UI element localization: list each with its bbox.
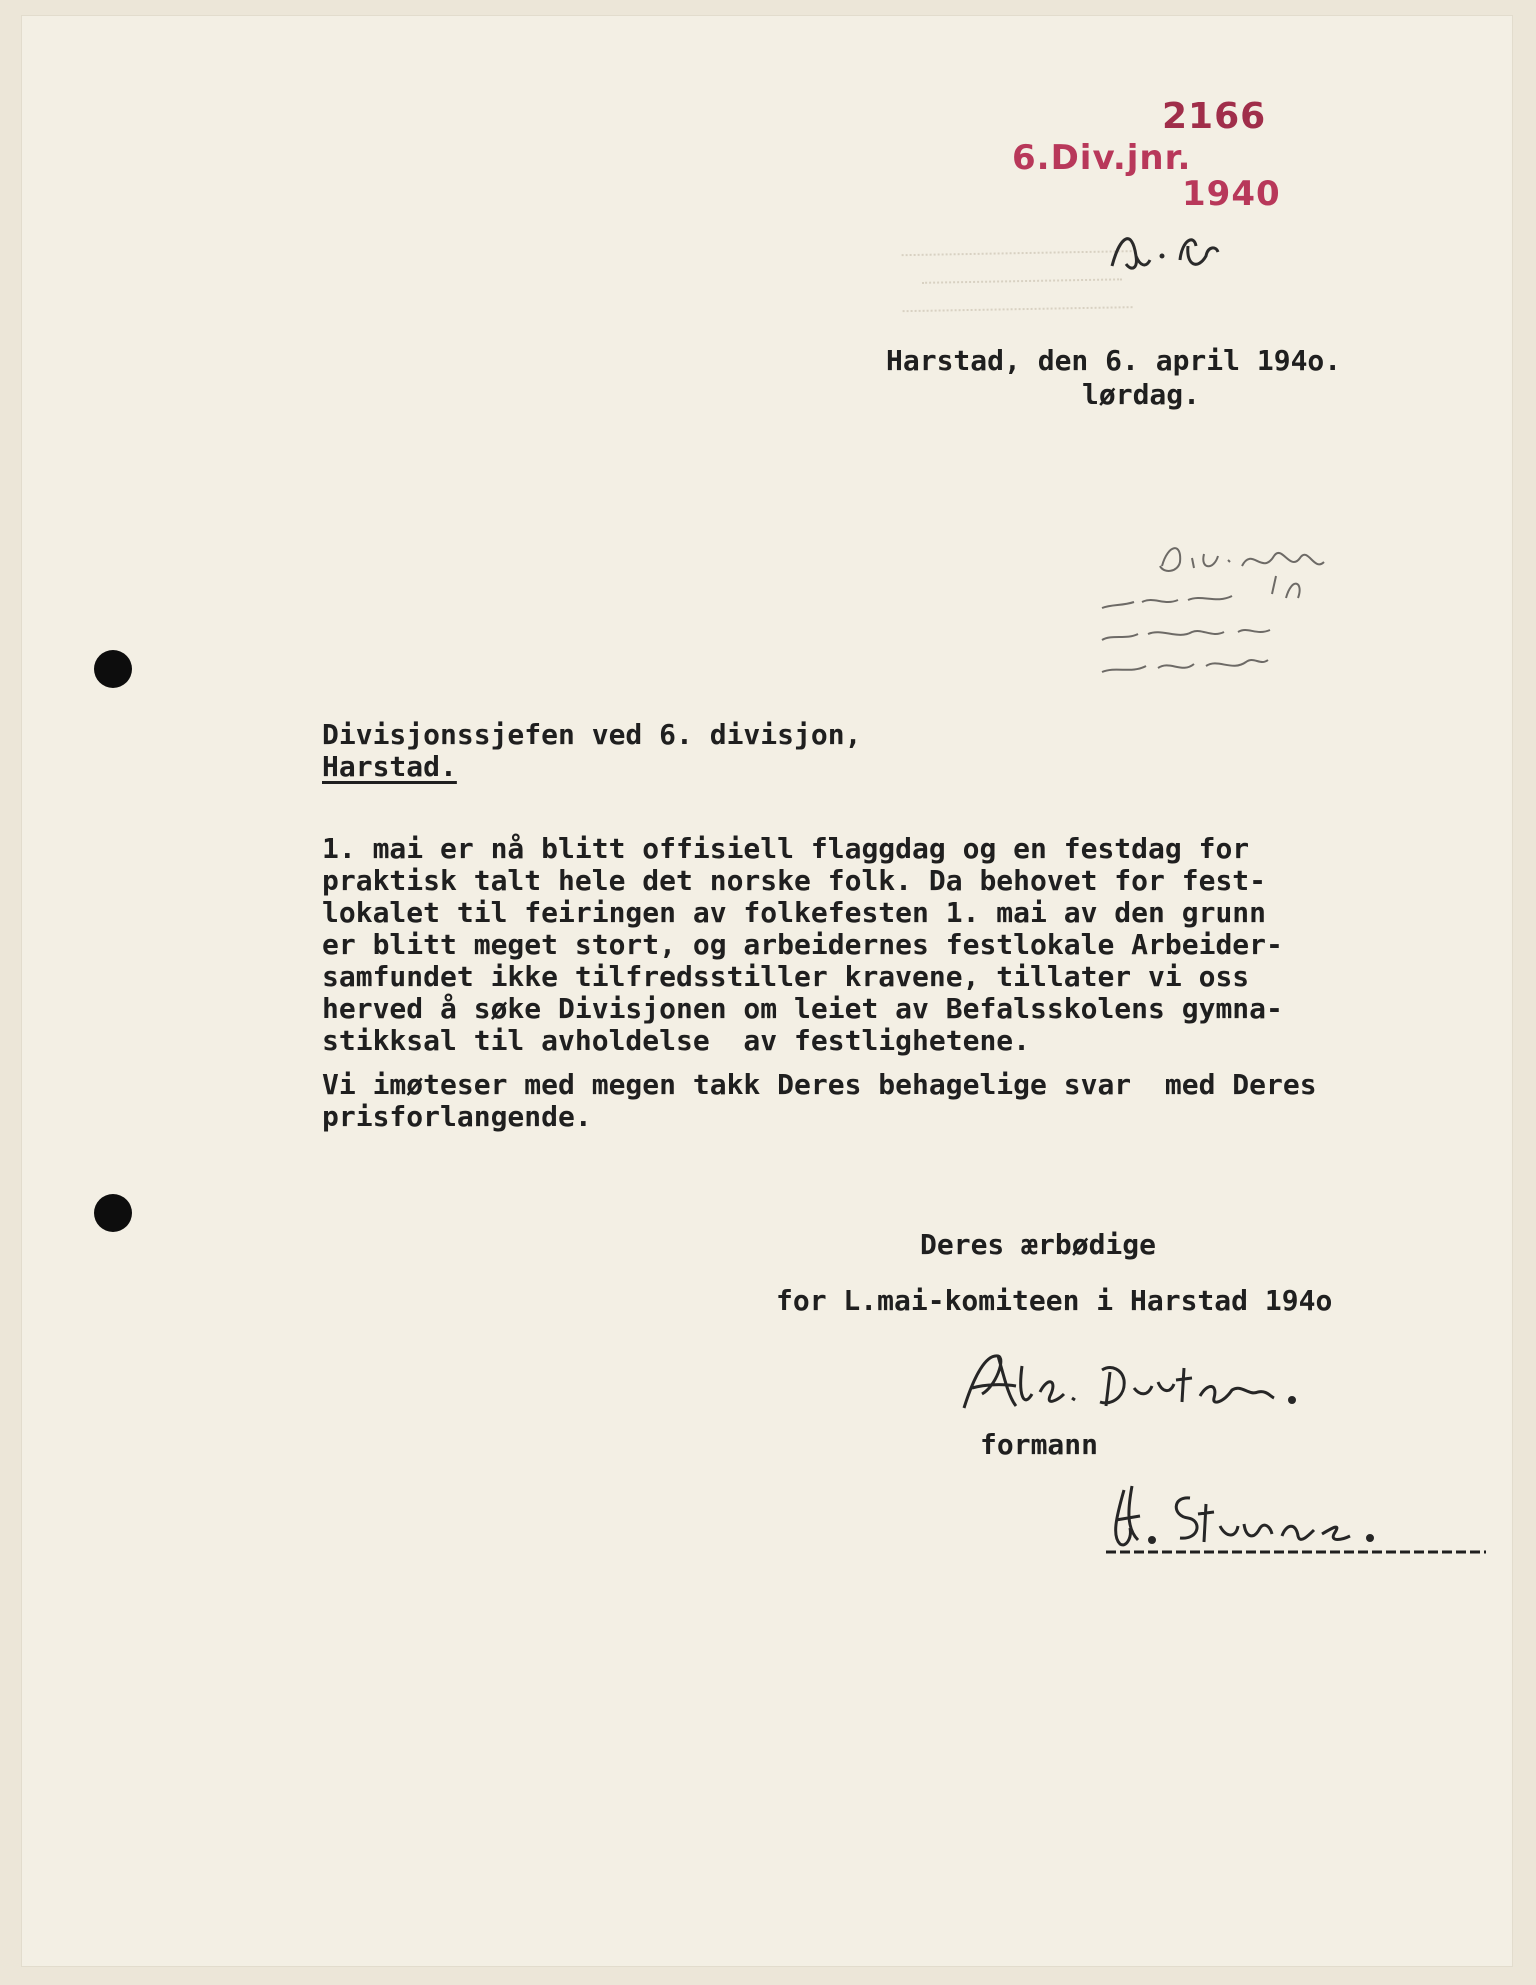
letter-page [22, 16, 1512, 1966]
punch-hole-top [94, 650, 132, 688]
body-line: stikksal til avholdelse av festlighetene. [322, 1024, 1031, 1057]
handwritten-initials [1102, 216, 1222, 286]
closing-title: formann [980, 1428, 1099, 1461]
closing-salutation: Deres ærbødige [920, 1228, 1157, 1261]
body-line: prisforlangende. [322, 1100, 592, 1133]
pencil-annotation [1042, 536, 1402, 686]
signature-chairman [952, 1336, 1332, 1426]
journal-stamp-label: 6.Div.jnr. [1012, 138, 1192, 178]
place-date: Harstad, den 6. april 194o. [886, 344, 1342, 377]
body-line: lokalet til feiringen av folkefesten 1. mai av den grunn [322, 896, 1267, 929]
journal-year: 1940 [1182, 174, 1281, 214]
signature-secretary [1102, 1478, 1492, 1558]
weekday: lørdag. [1082, 378, 1201, 411]
body-line: samfundet ikke tilfredsstiller kravene, tillater vi oss [322, 960, 1250, 993]
body-line: herved å søke Divisjonen om leiet av Befalsskolens gymna- [322, 992, 1283, 1025]
journal-number: 2166 [1162, 96, 1267, 137]
body-line: 1. mai er nå blitt offisiell flaggdag og en festdag for [322, 832, 1250, 865]
body-line: praktisk talt hele det norske folk. Da behovet for fest- [322, 864, 1267, 897]
body-line: Vi imøteser med megen takk Deres behagelige svar med Deres [322, 1068, 1317, 1101]
recipient-city: Harstad. [322, 750, 457, 783]
closing-committee: for L.mai-komiteen i Harstad 194o [776, 1284, 1333, 1317]
recipient-line1: Divisjonssjefen ved 6. divisjon, [322, 718, 862, 751]
punch-hole-bottom [94, 1194, 132, 1232]
body-line: er blitt meget stort, og arbeidernes festlokale Arbeider- [322, 928, 1283, 961]
